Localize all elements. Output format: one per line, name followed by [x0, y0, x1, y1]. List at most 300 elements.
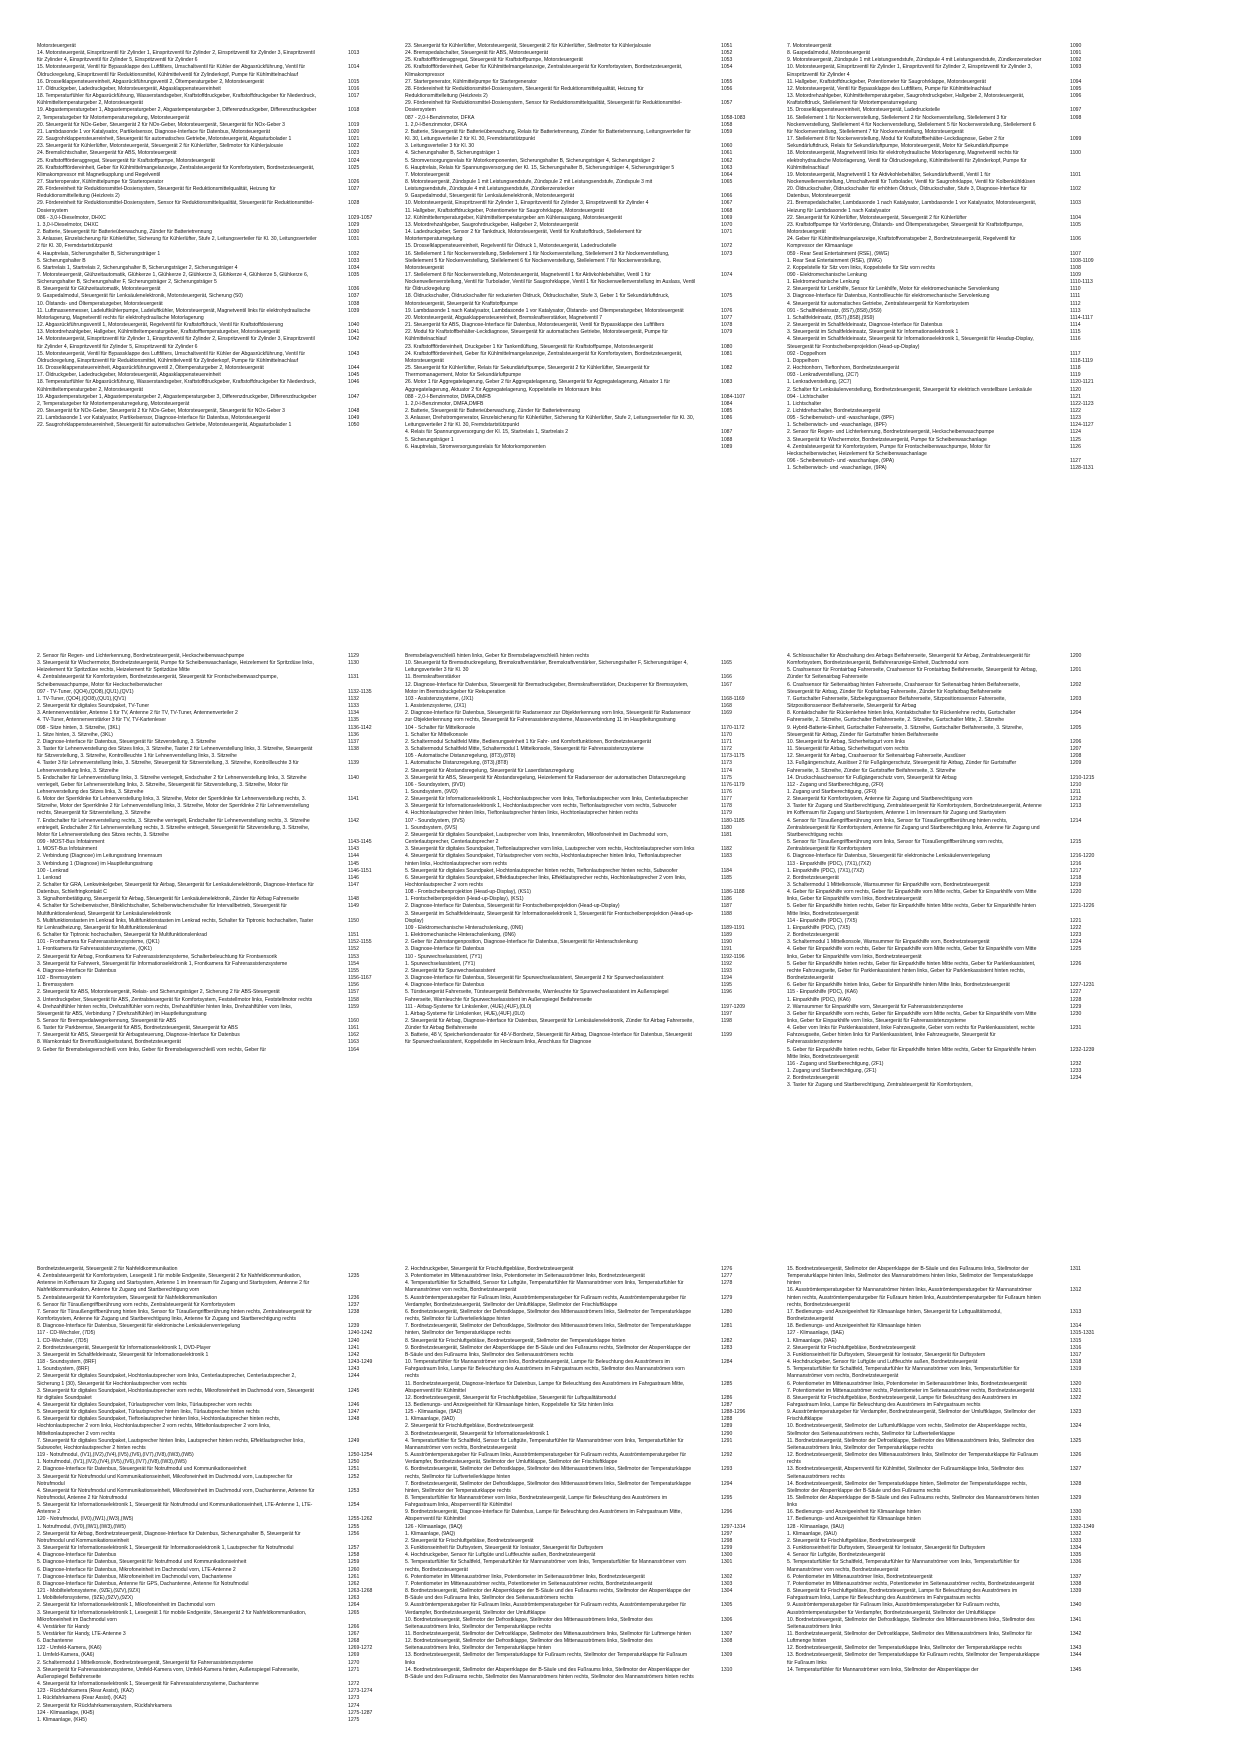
index-entry	[405, 344, 756, 351]
entry-text: 23. Steuergerät für Kühlerlüfter, Motorsteuergerät, Steuergerät 2 für Kühlerlüfter, Stellmotor für Kühlerjalousie	[37, 143, 284, 150]
entry-text: 1. Soundsystem, (8RF)	[37, 1366, 90, 1373]
entry-text: 13. Motordrehzahlgeber, Saugrohrdruckgeber, Hallgeber 2, Motorsteuergerät	[405, 221, 579, 228]
entry-page-number: 1027	[348, 186, 360, 193]
entry-page-number: 1240	[348, 1337, 360, 1344]
entry-page-number: 1017	[348, 93, 360, 100]
entry-page-number: 1217	[1070, 867, 1082, 874]
entry-page-number: 1334	[1070, 1545, 1082, 1552]
index-entry	[787, 1395, 1097, 1409]
entry-page-number: 1066	[721, 193, 733, 200]
entry-page-number: 1190	[721, 939, 732, 946]
entry-page-number: 1295	[721, 1495, 733, 1501]
index-entry	[787, 150, 1097, 171]
entry-text: 3. Antennenverstärker, Antenne 1 für TV, Antenne 2 für TV, TV-Tuner, Antennenverteiler 2	[37, 710, 238, 717]
index-entry	[787, 1025, 1097, 1046]
entry-text: 3. Funktionseinheit für Duftsystem, Steuergerät für Ionisator, Steuergerät für Duftsystem	[787, 1351, 986, 1358]
entry-page-number: 1201	[1070, 667, 1082, 674]
entry-page-number: 1302	[721, 1573, 733, 1580]
index-entry	[787, 775, 1097, 782]
entry-text: 10. Steuergerät für Airbag, Sicherheitsgurt vorn links	[787, 738, 906, 745]
entry-text: 2. Diagnose-Interface für Datenbus, Steuergerät für Sitzverstellung, 3. Sitzreihe	[37, 738, 216, 745]
index-entry	[405, 1004, 756, 1011]
entry-page-number: 1267	[348, 1630, 360, 1637]
entry-text: 4. Geber für Einparkhilfe vorn rechts, Geber für Einparkhilfe vorn Mitte rechts, Geber für Einparkhilfe vorn Mitte links, Geber für Einparkhilfe vorn links, Bordnetzsteuergerät	[787, 889, 1037, 903]
index-entry	[37, 1502, 378, 1516]
entry-page-number: 1135	[348, 717, 359, 724]
entry-text: 18. Temperaturfühler für Abgasrückführung, Wasserstandsgeber, Kraftstoffdruckgeber, Kraftstoffdruckgeber für Niederdruck, Kühlmitteltemperaturgeber 2, Motorsteuergerät	[37, 379, 316, 393]
entry-page-number: 1269	[348, 1652, 360, 1659]
index-entry	[37, 846, 378, 853]
entry-page-number: 1220	[1070, 889, 1082, 896]
index-entry	[405, 415, 756, 429]
entry-page-number: 1273	[348, 1695, 360, 1702]
index-entry	[787, 818, 1097, 839]
entry-page-number: 1341	[1070, 1616, 1082, 1623]
entry-page-number: 1257	[348, 1545, 360, 1552]
entry-page-number: 1152-1155	[348, 939, 372, 946]
entry-text: 3. Steuergerät für ABS, Steuergerät für Abstandsregelung, Heizelement für Radarsensor der automatischen Distanzregelung	[405, 774, 686, 781]
entry-text: 6. Bordnetzsteuergerät, Stellmotor der Defrostklappe, Stellmotor des Mittenausströmers links, Stellmotor der Temperaturklappe rechts, Stellmotor für Luftverteilerklappe hinten	[405, 1466, 692, 1480]
index-entry	[787, 1631, 1097, 1645]
entry-text: 3. Anlasser, Drehstromgenerator, Einzelsicherung für Kühlerlüfter, Sicherung für Kühlerlüfter, Stufe 2, Leitungsverteiler für Kl. 30, Leitungsverteiler 2 für Kl. 30, Fremdstartstützpunkt	[405, 415, 695, 429]
index-entry	[787, 415, 1097, 422]
index-entry	[405, 932, 756, 939]
index-entry	[787, 925, 1097, 932]
entry-text: 4. Taster 3 für Lehnenverstellung links, 3. Sitzreihe, Steuergerät für Sitzverstellung, 3. Sitzreihe, Kontrollleuchte 3 für Lehnenverstellung links, 3. Sitzreihe	[37, 760, 299, 774]
index-entry	[405, 208, 756, 215]
index-entry	[787, 458, 1097, 465]
index-entry	[37, 43, 378, 50]
entry-page-number: 1061	[721, 150, 733, 157]
entry-page-number: 1316	[1070, 1344, 1082, 1351]
entry-text: 6. Hauptrelais, Stromversorgungsrelais für Motorkomponenten	[405, 443, 546, 450]
entry-text: 4. Zentralsteuergerät für Komfortsystem, Pumpe für Frontscheibenwaschpumpe, Motor für Heckscheibenwischer, Heizelement für Scheibenwaschanlage	[787, 443, 991, 457]
entry-page-number: 1207	[1070, 746, 1082, 753]
entry-text: 5. Ausströmtemperaturgeber für Fußraum links, Ausströmtemperaturgeber für Fußraum rechts, Ausströmtemperaturgeber für Verdampfer, Bordnetzsteuergerät, Stellmotor der Umluftklappe, Stellmotor der Frischluftklappe	[405, 1452, 687, 1466]
entry-page-number: 1258	[348, 1552, 360, 1559]
entry-text: 4. Hauptrelais, Sicherungshalter B, Sicherungsträger 1	[37, 250, 161, 257]
index-entry	[787, 946, 1097, 960]
entry-page-number: 1033	[348, 257, 360, 264]
index-entry	[37, 710, 378, 717]
entry-text: 1. Frontkamera für Fahrerassistenzsysteme, (QK1)	[37, 946, 152, 953]
index-entry	[37, 946, 378, 953]
entry-page-number: 1156	[348, 982, 359, 989]
entry-page-number: 1132	[348, 695, 359, 702]
entry-page-number: 1225	[1070, 946, 1082, 953]
entry-text: 8. Motorsteuergerät, Zündspule 1 mit Leistungsendstufe, Zündspule 2 mit Leistungsendstufe, Zündspule 3 mit Leistungsendstufe, Zündspule 4 mit Leistungsendstufe, Zündkerzenstecker	[405, 178, 653, 193]
entry-text: 19. Lambdasonde 1 nach Katalysator, Lambdasonde 1 vor Katalysator, Ölstands- und Öltemperaturgeber, Motorsteuergerät	[405, 307, 684, 314]
entry-page-number: 1103	[1070, 200, 1081, 207]
entry-text: 122 - Umfeld-Kamera, (KA6)	[37, 1645, 102, 1652]
entry-page-number: 1112	[1070, 300, 1081, 307]
index-entry	[787, 437, 1097, 444]
index-entry	[787, 1581, 1097, 1588]
index-entry	[37, 186, 378, 200]
entry-text: 17. Stellelement 8 für Nockenverstellung, Modul für Kraftstoffbehälter-Leckdiagnose, Geber 2 für Sekundärluftdruck, Relais für Sekundärluftpumpe, Motorsteuergerät, Motor für Sekundärluftpumpe	[787, 136, 1009, 150]
entry-text: Bremsbelagverschleiß hinten links, Geber für Bremsbelagverschleiß hinten rechts	[405, 653, 590, 659]
entry-text: 8. Temperaturfühler für Mannanströmer vorn links, Bordnetzsteuergerät, Lampe für Beleuchtung des Ausströmers im Fahrgastraum links, Absperrventil für Kühlmittel	[405, 1495, 668, 1509]
index-entry	[405, 725, 756, 732]
entry-page-number: 1045	[348, 372, 360, 379]
index-entry	[37, 1266, 378, 1273]
index-entry	[405, 57, 756, 64]
index-entry	[787, 1516, 1097, 1523]
entry-text: 3. Geber für Einparkhilfe vorn rechts, Geber für Einparkhilfe vorn Mitte rechts, Geber für Einparkhilfe vorn Mitte links, Geber für Einparkhilfe vorn links, Steuergerät für Fahrerassistenzsysteme	[787, 1010, 1037, 1024]
entry-page-number: 1050	[348, 422, 360, 429]
index-entry	[37, 336, 378, 350]
entry-text: 4. Drehzahlfühler hinten rechts, Drehzahlfühler vorn rechts, Drehzahlfühler hinten links, Drehzahlfühler vorn links, Steuergerät für ABS, Verbindung 7 (Drehzahlfühler) im Hauptleitungsstrang	[37, 1003, 293, 1017]
entry-page-number: 1081	[721, 350, 733, 357]
index-entry	[405, 925, 756, 932]
entry-page-number: 1223	[1070, 932, 1082, 939]
index-entry	[405, 43, 756, 50]
page-section-middle	[0, 653, 1240, 1158]
entry-text: 2. Bordnetzsteuergerät	[787, 932, 839, 939]
index-entry	[37, 136, 378, 143]
entry-text: 20. Motorsteuergerät, Abgasklappensteuereinheit, Bremskraftverstärker, Magnetventil 7	[405, 314, 603, 321]
entry-page-number: 1249	[348, 1437, 360, 1444]
entry-text: 104 - Schalter für Mittelkonsole	[405, 724, 476, 731]
entry-page-number: 1149	[348, 903, 359, 910]
entry-page-number: 1243	[348, 1366, 360, 1373]
index-entry	[37, 868, 378, 875]
entry-page-number: 1110	[1070, 286, 1081, 293]
index-entry	[787, 746, 1097, 753]
index-entry	[787, 1466, 1097, 1480]
entry-page-number: 1256	[348, 1530, 360, 1537]
entry-page-number: 1111	[1070, 293, 1081, 300]
index-entry	[405, 129, 756, 143]
entry-page-number: 1143	[348, 846, 359, 853]
index-entry	[37, 1516, 378, 1523]
index-entry	[37, 918, 378, 932]
entry-page-number: 1039	[348, 307, 360, 314]
index-entry	[405, 954, 756, 961]
entry-text: 10. Ölstands- und Öltemperaturgeber, Motorsteuergerät	[37, 300, 163, 307]
entry-page-number: 1243-1249	[348, 1359, 373, 1366]
index-entry	[405, 946, 756, 953]
index-entry	[37, 703, 378, 710]
entry-text: 5. Sicherungshalter B	[37, 257, 86, 264]
entry-page-number: 1077	[721, 314, 733, 321]
entry-text: 3. Unterdruckgeber, Steuergerät für ABS, Zentralsteuergerät für Komfortsystem, Feststellmotor links, Feststellmotor rechts	[37, 996, 313, 1003]
index-entry	[37, 1488, 378, 1502]
entry-text: 20. Steuergerät für NOx-Geber, Steuergerät 2 für NOx-Geber, Motorsteuergerät, Steuergerät für NOx-Geber 3	[37, 121, 286, 128]
index-entry	[787, 308, 1097, 315]
index-entry	[787, 1068, 1097, 1075]
entry-page-number: 1080	[721, 343, 733, 350]
entry-text: 10. Temperaturfühler für Mannanströmer vorn links, Bordnetzsteuergerät, Lampe für Beleuchtung des Ausströmers im Fahrgastraum links, Lampe für Beleuchtung des Ausströmers im Fahrgastraum rechts, Stellmotor des Mannanströmers vorn rechts	[405, 1359, 685, 1380]
entry-text: 1. MOST-Bus Infotainment	[37, 846, 98, 853]
entry-text: 2. Steuergerät für Airbag, Bordnetzsteuergerät, Diagnose-Interface für Datenbus, Sicherungshalter B, Steuergerät für Notrufmodul und Kommunikationseinheit	[37, 1530, 301, 1544]
index-entry	[787, 918, 1097, 925]
index-entry	[405, 682, 756, 696]
entry-page-number: 1054	[721, 64, 733, 71]
index-entry	[37, 1032, 378, 1039]
entry-page-number: 1136-1142	[348, 724, 372, 731]
entry-page-number: 1232-1239	[1070, 1046, 1095, 1053]
entry-text: 24. Bremspedalschalter, Steuergerät für ABS, Motorsteuergerät	[405, 50, 548, 57]
index-entry	[37, 236, 378, 250]
entry-text: 3. Schaltermodul 1 Mittelkonsole, Warnsummer für Einparkhilfe vorn, Bordnetzsteuergerät	[787, 882, 990, 888]
entry-page-number: 1189-1191	[721, 924, 745, 931]
index-entry	[37, 903, 378, 917]
entry-page-number: 1314	[1070, 1323, 1082, 1330]
entry-page-number: 1168	[721, 703, 732, 710]
entry-page-number: 1226	[1070, 960, 1082, 967]
index-entry	[37, 1345, 378, 1352]
entry-text: 2. Koppelstelle für Sitz vorn links, Koppelstelle für Sitz vorn rechts	[787, 264, 936, 271]
index-entry	[37, 1667, 378, 1681]
entry-page-number: 1164	[348, 1046, 359, 1053]
entry-text: 3. Bordnetzsteuergerät, Steuergerät für Informationselektronik 1	[405, 1430, 550, 1437]
index-entry	[37, 653, 378, 660]
entry-page-number: 1102	[1070, 186, 1081, 193]
entry-text: 13. Bedienungs- und Anzeigeeinheit für Klimaanlage hinten, Koppelstelle für Sitz hinten links	[405, 1401, 614, 1408]
index-entry	[37, 989, 378, 996]
index-entry	[37, 1552, 378, 1559]
index-entry	[787, 1524, 1097, 1531]
index-entry	[787, 215, 1097, 222]
column-1	[37, 1266, 378, 1724]
index-entry	[787, 265, 1097, 272]
entry-page-number: 1197-1209	[721, 1003, 745, 1010]
entry-page-number: 1250-1254	[348, 1452, 373, 1459]
index-entry	[787, 79, 1097, 86]
entry-text: 1. Assistenzsysteme, (JX1)	[405, 703, 467, 710]
column-2	[405, 653, 756, 1047]
index-entry	[787, 1495, 1097, 1509]
entry-page-number: 1031	[348, 236, 360, 243]
entry-text: 1. Spurwechselassistent, (7Y1)	[405, 960, 476, 967]
entry-text: 19. Abgastemperaturgeber 1, Abgastemperaturgeber 2, Abgastemperaturgeber 3, Differenzdruckgeber, Differenzdruckgeber 2, Temperaturgeber für Motortemperaturregelung, Motorsteuergerät	[37, 393, 317, 407]
index-entry	[787, 279, 1097, 286]
entry-page-number: 1070	[721, 221, 733, 228]
index-entry	[37, 229, 378, 236]
entry-text: 2. Steuergerät für Informationselektronik 1, Mikrofoneinheit im Dachmodul vorn	[37, 1602, 215, 1609]
entry-page-number: 1213	[1070, 803, 1082, 810]
entry-page-number: 1312	[1070, 1287, 1082, 1294]
entry-text: 13. Motordrehzahlgeber, Hallgeber, Kühlmitteltemperaturgeber, Kraftstofftemperaturgeber, Motorsteuergerät	[37, 329, 280, 336]
index-entry	[37, 954, 378, 961]
entry-text: 1. Klimaanlage, (9AD)	[405, 1416, 455, 1423]
index-entry	[405, 653, 756, 660]
index-entry	[787, 372, 1097, 379]
entry-page-number: 1203	[1070, 695, 1082, 702]
entry-text: 1. Einparkhilfe (PDC), (7X5)	[787, 924, 851, 931]
entry-text: 7. Bordnetzsteuergerät, Stellmotor der Defrostklappe, Stellmotor des Mittenausströmers links, Stellmotor der Temperaturklappe hinten, Stellmotor der Temperaturklappe rechts	[405, 1480, 692, 1494]
index-entry	[405, 846, 756, 853]
index-entry	[787, 939, 1097, 946]
entry-page-number: 1048	[348, 407, 360, 414]
entry-page-number: 1216	[1070, 860, 1082, 867]
entry-page-number: 1231	[1070, 1025, 1082, 1032]
entry-page-number: 1229	[1070, 1003, 1082, 1010]
entry-text: 2. Schaltermodul 1 Mittelkonsole, Bordnetzsteuergerät, Steuergerät für Fahrerassistenzsysteme	[37, 1659, 254, 1666]
entry-text: 1. CD-Wechsler, (7D5)	[37, 1337, 89, 1344]
entry-text: 17. Öldruckgeber, Ladedruckgeber, Motorsteuergerät, Abgasklappensteuereinheit	[37, 85, 221, 92]
index-entry	[405, 1667, 756, 1681]
index-entry	[37, 308, 378, 322]
column-1	[37, 653, 378, 1054]
index-entry	[787, 387, 1097, 394]
entry-page-number: 1021	[348, 136, 360, 143]
index-entry	[405, 115, 756, 122]
index-entry	[405, 64, 756, 78]
entry-text: 15. Drosselklappensteuereinheit, Motorsteuergerät, Ladedruckstelle	[787, 107, 940, 114]
entry-page-number: 1069	[721, 214, 733, 221]
entry-page-number: 1128-1131	[1070, 465, 1094, 472]
entry-page-number: 1146-1151	[348, 867, 372, 874]
index-entry	[787, 50, 1097, 57]
entry-text: 113 - Einparkhilfe (PDC), (7X1),(7X2)	[787, 860, 871, 867]
entry-page-number: 1184	[721, 867, 732, 874]
entry-page-number: 1152	[348, 946, 359, 953]
entry-text: 5. Steuergerät für Informationselektronik 1, Steuergerät für Notrufmodul und Kommunikationseinheit, LTE-Antenne 1, LTE-Antenne 2	[37, 1502, 313, 1516]
entry-page-number: 1055	[721, 78, 733, 85]
entry-text: 2. Steuergerät im Schaltfeldeinsatz, Diagnose-Interface für Datenbus	[787, 322, 943, 329]
entry-page-number: 1121	[1070, 393, 1081, 400]
entry-text: 8. Bordnetzsteuergerät, Stellmotor der Absperrklappe der B-Säule und des Fußraums rechts, Stellmotor der Absperrklappe der B-Säule und des Fußraums links, Stellmotor des Seitenausströmers rechts	[405, 1588, 691, 1602]
entry-page-number: 1290	[721, 1430, 733, 1437]
entry-text: 2. Batterie, Steuergerät für Batterieüberwachung, Zünder für Batterietrennung	[405, 407, 580, 414]
entry-text: 25. Kraftstoffförderaggregat, Steuergerät für Kraftstoffpumpe, Motorsteuergerät	[37, 157, 215, 164]
entry-page-number: 1252	[348, 1473, 360, 1480]
index-entry	[37, 1717, 378, 1724]
index-entry	[405, 1545, 756, 1552]
entry-text: 1. Scheibenwisch- und -waschanlage, (8PF)	[787, 422, 887, 429]
entry-text: 5. Geber für Einparkhilfe hinten rechts, Geber für Einparkhilfe hinten Mitte rechts, Geber für Parklenkassistent, rechte Fahrzeugseite, Geber für Parklenkassistent hinten links, Geber für Parklenkassistent hinten rechts, Bordnetzsteuergerät	[787, 960, 1036, 982]
entry-text: 4. Geber für Einparkhilfe vorn rechts, Geber für Einparkhilfe vorn Mitte rechts, Geber für Einparkhilfe vorn Mitte links, Geber für Einparkhilfe vorn links, Bordnetzsteuergerät	[787, 946, 1037, 960]
entry-page-number: 1328	[1070, 1480, 1082, 1487]
entry-text: 5. Stromversorgungsrelais für Motorkomponenten, Sicherungshalter B, Sicherungsträger 4, Sicherungsträger 2	[405, 157, 655, 164]
index-entry	[37, 674, 378, 688]
entry-text: 094 - Lichtschalter	[787, 393, 829, 400]
index-entry	[787, 1559, 1097, 1573]
index-entry	[787, 1388, 1097, 1395]
entry-page-number: 1173-1175	[721, 753, 745, 760]
entry-text: 3. Potentiometer im Mittenausströmer links, Potentiometer im Seitenausströmer links, Bordnetzsteuergerät	[405, 1273, 645, 1280]
entry-text: 8. Kontaktschalter für Rückenlehne hinten links, Kontaktschalter für Rückenlehne rechts, Gurtschalter Fahrerseite, 2. Sitzreihe, Gurtschalter Beifahrerseite, 2. Sitzreihe, Gurtschalter Mitte, 2. Sitzreihe	[787, 710, 1016, 724]
index-entry	[787, 1652, 1097, 1666]
entry-page-number: 1154	[348, 960, 359, 967]
entry-page-number: 1188	[721, 910, 732, 917]
entry-page-number: 1232	[1070, 1060, 1082, 1067]
index-entry	[787, 293, 1097, 300]
index-entry	[787, 186, 1097, 200]
entry-page-number: 1275-1287	[348, 1709, 373, 1716]
entry-text: 17. Stellelement 8 für Nockenverstellung, Motorsteuergerät, Magnetventil 1 für Aktivkohlebehälter, Ventil 1 für Nockenwellenverstellung, Ventil für Turbolader, Ventil für Saugrohrklappe, Ventil 1 für Nockenwellenverstellung im Auslass, Ventil für Öldruckregelung	[405, 272, 696, 293]
entry-text: 7. Potentiometer im Mittenausströmer rechts, Potentiometer im Seitenausströmer rechts, Bordnetzsteuergerät	[405, 1580, 653, 1587]
entry-text: 11. Bordnetzsteuergerät, Stellmotor der Defrostklappe, Stellmotor des Mittenausströmers links, Stellmotor für Luftmenge hinten	[787, 1630, 1033, 1645]
entry-page-number: 1187	[721, 903, 732, 910]
entry-text: 100 - Lenkrad	[37, 867, 69, 874]
index-entry	[787, 115, 1097, 136]
index-entry	[37, 143, 378, 150]
entry-page-number: 1177	[721, 796, 732, 803]
entry-page-number: 1277	[721, 1273, 733, 1280]
entry-page-number: 1227-1231	[1070, 982, 1095, 989]
entry-page-number: 1125	[1070, 436, 1081, 443]
entry-page-number: 1163	[348, 1039, 359, 1046]
entry-page-number: 1287	[721, 1401, 733, 1408]
entry-page-number: 1099	[1070, 136, 1082, 143]
entry-text: 5. Multifunktionstasten im Lenkrad links, Multifunktionstasten im Lenkrad rechts, Schalter für Tiptronic hochschalten, Taster für Lenkradheizung, Steuergerät für Multifunktionslenkrad	[37, 917, 314, 931]
entry-text: 19. Motorsteuergerät, Magnetventil 1 für Aktivkohlebehälter, Sekundärluftventil, Ventil 1 für Nockenwellenverstellung, Umschaltventil für Turbolader, Ventil für Saugrohrklappe, Ventil für Kolbenkühldüsen	[787, 171, 1036, 185]
entry-page-number: 1067	[721, 200, 733, 207]
page-section-bottom	[0, 1266, 1240, 1754]
entry-page-number: 1274	[348, 1702, 360, 1709]
index-entry	[37, 796, 378, 817]
entry-text: 1. Lenkrad	[37, 874, 62, 881]
index-entry	[405, 703, 756, 710]
entry-text: 24. Geber für Kühlmittelmangelanzeige, Kraftstoffvorratsgeber 2, Bordnetzsteuergerät, Regelventil für Kompressor der Klimaanlage	[787, 236, 1016, 250]
entry-text: 3. Steuergerät für Fahrwerk, Steuergerät für Informationselektronik 1, Frontkamera für Fahrerassistenzsysteme	[37, 960, 288, 967]
entry-page-number: 1023	[348, 150, 360, 157]
entry-text: 1. 2,0-l-Benzinmotor, DFKA	[405, 121, 467, 128]
index-entry	[37, 1624, 378, 1631]
entry-page-number: 1046	[348, 379, 360, 386]
entry-text: 4. Steuergerät für Notrufmodul und Kommunikationseinheit, Mikrofoneinheit im Dachmodul vorn, Dachantenne, Antenne für Notrufmodul, Antenne 2 für Notrufmodul	[37, 1487, 315, 1501]
entry-page-number: 1032	[348, 250, 360, 257]
index-entry	[37, 79, 378, 86]
entry-text: 3. Taster für Zugang und Startberechtigung, Zentralsteuergerät für Komfortsystem,	[787, 1082, 973, 1089]
entry-text: 4. Sensor für Luftgüte, Bordnetzsteuergerät	[787, 1552, 885, 1559]
entry-page-number: 1041	[348, 329, 360, 336]
entry-text: 21. Lambdasonde 1 vor Katalysator, Partikelsensor, Diagnose-Interface für Datenbus, Motorsteuergerät	[37, 128, 271, 135]
entry-text: 2. Bordnetzsteuergerät	[787, 874, 839, 881]
index-entry	[405, 660, 756, 674]
entry-text: 5. Geber für Einparkhilfe hinten rechts, Geber für Einparkhilfe hinten Mitte rechts, Geber für Einparkhilfe hinten Mitte links, Bordnetzsteuergerät	[787, 903, 1036, 917]
entry-text: Motorsteuergerät	[37, 43, 76, 49]
entry-text: 26. Kraftstofffördereinheit, Geber für Kühlmittelmangelanzeige, Zentralsteuergerät für Komfortsystem, Bordnetzsteuergerät, Klimakompressor	[405, 64, 683, 78]
entry-text: 25. Kraftstoffförderaggregat, Steuergerät für Kraftstoffpumpe, Motorsteuergerät	[405, 57, 583, 64]
entry-text: 6. Steuergerät für digitales Soundpaket, Effektlautsprecher links, Effektlautsprecher rechts, Hochtonlautsprecher 2 vorn links, Hochtonlautsprecher 2 vorn rechts	[405, 874, 687, 888]
entry-page-number: 1298	[721, 1537, 733, 1544]
entry-page-number: 1029	[348, 221, 360, 228]
index-entry	[787, 653, 1097, 667]
entry-text: 3. Steuergerät im Schaltfeldeinsatz, Steuergerät für Informationselektronik 1, Steuergerät für Frontscheibenprojektion (Head-up-Display)	[405, 910, 694, 924]
entry-page-number: 1037	[348, 293, 360, 300]
entry-page-number: 1124-1127	[1070, 422, 1094, 429]
entry-text: 28. Fördereinheit für Reduktionsmittel-Dosiersystem, Steuergerät für Reduktionsmittelqualität, Heizung für Reduktionsmittelleitung (Heizkreis 2)	[405, 85, 644, 100]
entry-text: 4. Zentralsteuergerät für Komfortsystem, Lesegerät 1 für mobile Endgeräte, Steuergerät 2 für Nahfeldkommunikation, Antenne im Kofferraum für Zugang und Startsystem, Antenne 1 im Innenraum für Zugang und Startsystem, Antenne 2 für Nahfeldkommunikation, Antenne für Zugang und Startberechtigung vorn	[37, 1273, 310, 1294]
index-entry	[37, 286, 378, 293]
entry-text: 5. Temperaturfühler für Schaltfeld, Temperaturfühler für Mannanströmer vorn links, Temperaturfühler für Mannanströmer vorn rechts, Bordnetzsteuergerät	[787, 1559, 1020, 1573]
entry-page-number: 1221	[1070, 917, 1082, 924]
entry-page-number: 1336	[1070, 1559, 1082, 1566]
entry-text: 10. Motorsteuergerät, Einspritzventil für Zylinder 1, Einspritzventil für Zylinder 3, Einspritzventil für Zylinder 4	[405, 200, 649, 207]
entry-text: 2. Sensor für Regen- und Lichterkennung, Bordnetzsteuergerät, Heckscheibenwaschpumpe	[787, 429, 995, 436]
entry-text: 7. Steuergerät für digitales Soundpaket, Lautsprecher hinten links, Lautsprecher hinten rechts, Effektlautsprecher links, Subwoofer, Hochtonlautsprecher 2 hinten rechts	[37, 1437, 305, 1451]
entry-page-number: 1319	[1070, 1366, 1082, 1373]
entry-page-number: 1094	[1070, 78, 1082, 85]
index-entry	[37, 882, 378, 896]
index-entry	[37, 939, 378, 946]
entry-text: 23. Steuergerät für Kühlerlüfter, Motorsteuergerät, Steuergerät 2 für Kühlerlüfter, Stellmotor für Kühlerjalousie	[405, 43, 652, 49]
index-entry	[37, 660, 378, 674]
index-entry	[787, 1047, 1097, 1061]
entry-text: 10. Motorsteuergerät, Einspritzventil für Zylinder 1, Einspritzventil für Zylinder 2, Einspritzventil für Zylinder 3, Einspritzventil für Zylinder 4	[787, 64, 1032, 78]
index-entry	[787, 1381, 1097, 1388]
entry-page-number: 1157	[348, 989, 359, 996]
index-entry	[405, 429, 756, 436]
entry-page-number: 1318	[1070, 1359, 1082, 1366]
index-entry	[405, 1295, 756, 1309]
index-entry	[37, 1610, 378, 1624]
index-entry	[405, 1409, 756, 1416]
